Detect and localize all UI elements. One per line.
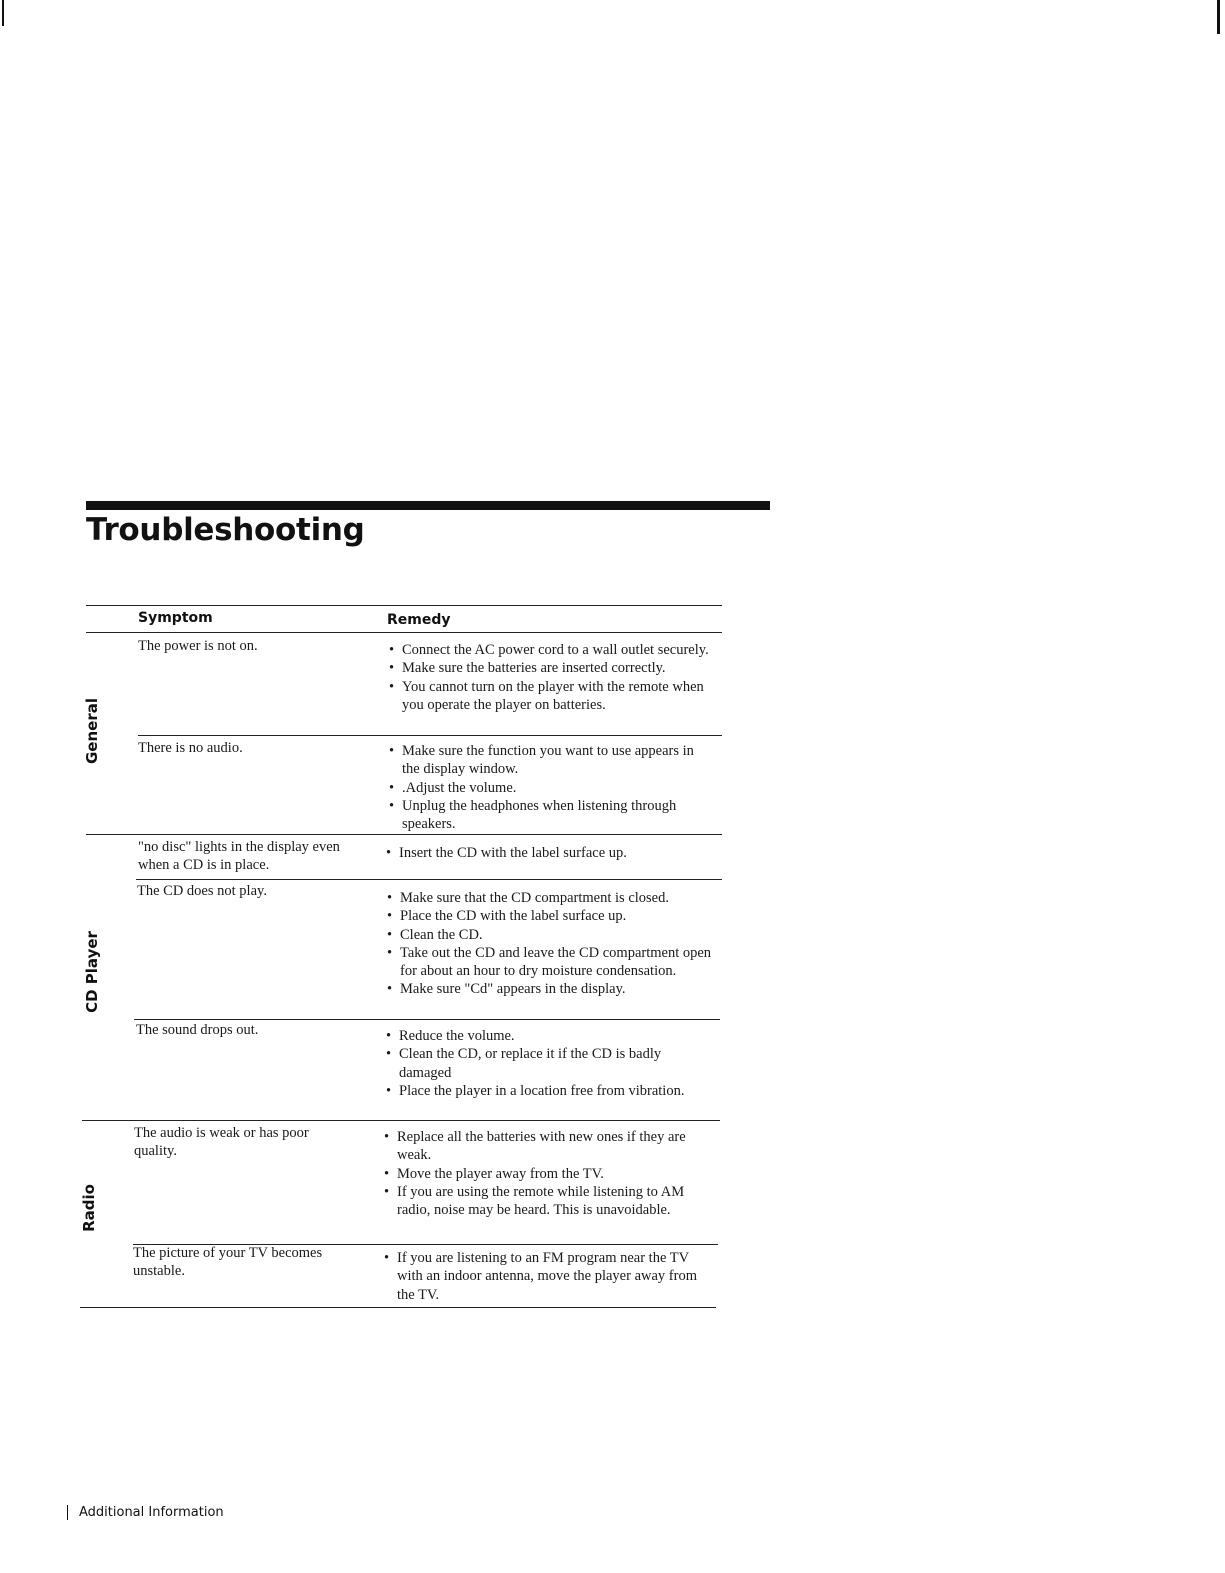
list-item: • Clean the CD, or replace it if the CD is badly damaged (386, 1045, 711, 1082)
list-item: • Replace all the batteries with new ones if they are weak. (384, 1128, 709, 1165)
list-item: • If you are using the remote while listening to AM radio, noise may be heard. This is unavoidable. (384, 1183, 709, 1220)
list-item: • .Adjust the volume. (389, 779, 714, 797)
list-item: • Reduce the volume. (386, 1027, 711, 1045)
row-divider (138, 735, 722, 736)
list-item: • Make sure the function you want to use appears in the display window. (389, 742, 714, 779)
row-divider (134, 1019, 720, 1020)
section-label-cd-player: CD Player (83, 931, 101, 1013)
list-item: • Unplug the headphones when listening through speakers. (389, 797, 714, 834)
scan-edge-mark-left (2, 0, 4, 26)
row-divider (136, 879, 722, 880)
remedy-list-tv-unstable (384, 1249, 709, 1304)
remedy-list-sound-drops (386, 1027, 711, 1100)
header-bottom-rule (86, 632, 722, 633)
symptom-no-audio: There is no audio. (138, 740, 243, 756)
list-item: • Connect the AC power cord to a wall outlet securely. (389, 641, 714, 659)
header-remedy: Remedy (387, 612, 451, 628)
symptom-cd-not-play: The CD does not play. (137, 883, 267, 899)
page-footer: Additional Information (79, 1505, 224, 1520)
list-item: • Make sure that the CD compartment is closed. (387, 889, 712, 907)
remedy-list-no-audio (389, 742, 714, 833)
section-divider (82, 1120, 720, 1121)
list-item: • You cannot turn on the player with the remote when you operate the player on batteries. (389, 678, 714, 715)
table-bottom-rule (80, 1307, 716, 1308)
section-divider (86, 834, 722, 835)
scan-edge-mark-right (1217, 0, 1220, 34)
header-symptom: Symptom (138, 610, 213, 626)
symptom-no-disc: "no disc" lights in the display even when a CD is in place. (138, 839, 340, 874)
section-label-general: General (83, 698, 101, 764)
section-label-radio: Radio (80, 1184, 98, 1232)
list-item: • If you are listening to an FM program near the TV with an indoor antenna, move the player away from the TV. (384, 1249, 709, 1304)
list-item: • Take out the CD and leave the CD compartment open for about an hour to dry moisture condensation. (387, 944, 712, 981)
remedy-list-no-disc (386, 844, 711, 862)
page-title: Troubleshooting (86, 512, 365, 548)
remedy-list-power (389, 641, 714, 714)
table-top-rule (86, 605, 722, 606)
title-rule (86, 501, 770, 510)
remedy-list-audio-weak (384, 1128, 709, 1219)
symptom-audio-weak: The audio is weak or has poor quality. (134, 1125, 309, 1160)
footer-bar (67, 1505, 68, 1520)
list-item: • Move the player away from the TV. (384, 1165, 709, 1183)
list-item: • Place the player in a location free from vibration. (386, 1082, 711, 1100)
list-item: • Place the CD with the label surface up. (387, 907, 712, 925)
symptom-tv-unstable: The picture of your TV becomes unstable. (133, 1245, 323, 1280)
symptom-power-not-on: The power is not on. (138, 638, 258, 654)
symptom-sound-drops: The sound drops out. (136, 1022, 259, 1038)
list-item: • Insert the CD with the label surface up. (386, 844, 711, 862)
list-item: • Make sure "Cd" appears in the display. (387, 980, 712, 998)
list-item: • Clean the CD. (387, 926, 712, 944)
list-item: • Make sure the batteries are inserted correctly. (389, 659, 714, 677)
remedy-list-cd-not-play (387, 889, 712, 999)
